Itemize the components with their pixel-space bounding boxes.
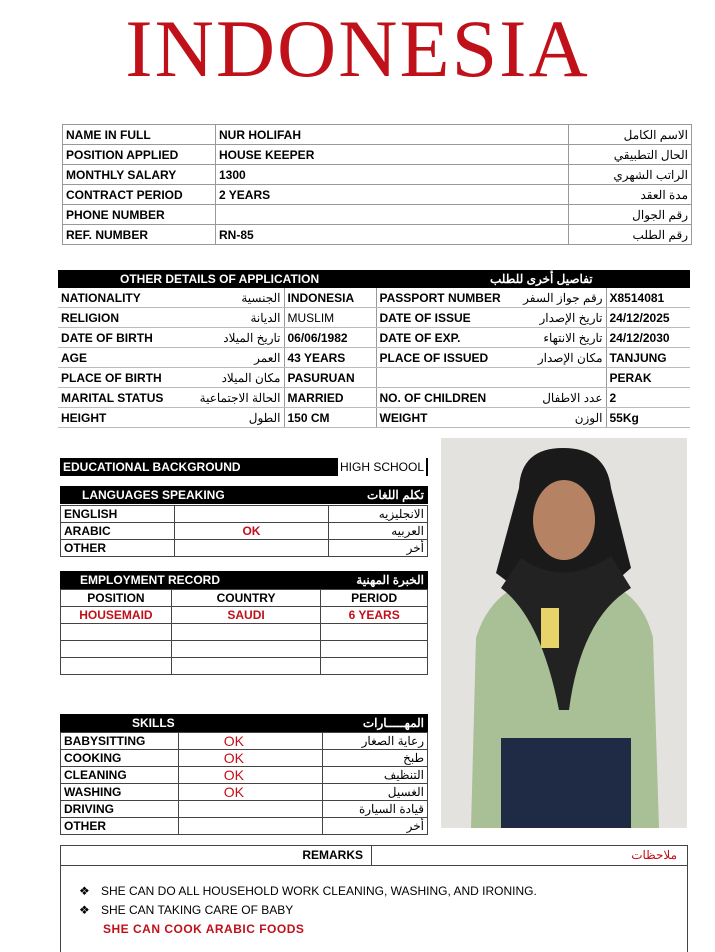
skill-label-ar: رعاية الصغار <box>323 733 428 750</box>
skill-label-ar: الغسيل <box>323 784 428 801</box>
skill-row <box>61 750 428 767</box>
employment-cell <box>61 641 172 658</box>
details-label: RELIGION <box>58 308 178 328</box>
details-value-2: 2 <box>606 388 690 408</box>
remarks-label-ar: ملاحظات <box>631 848 677 862</box>
employment-cell <box>321 641 428 658</box>
details-label: PLACE OF BIRTH <box>58 368 178 388</box>
details-value-2: 55Kg <box>606 408 690 428</box>
remarks-label: REMARKS <box>302 848 363 862</box>
employment-cell <box>171 641 320 658</box>
remarks-item-text: SHE CAN DO ALL HOUSEHOLD WORK CLEANING, WASHING, AND IRONING. <box>101 884 537 898</box>
language-label: OTHER <box>61 540 175 557</box>
remarks-item <box>79 882 687 901</box>
skill-row <box>61 767 428 784</box>
skills-table <box>60 732 428 835</box>
skill-label-ar: أخر <box>323 818 428 835</box>
skill-label: WASHING <box>61 784 179 801</box>
details-label-2-ar: الوزن <box>506 408 606 428</box>
employment-cell <box>321 658 428 675</box>
details-value-2: TANJUNG <box>606 348 690 368</box>
language-row <box>61 506 428 523</box>
details-row <box>58 408 690 428</box>
personal-row <box>63 125 692 145</box>
skill-label-ar: قيادة السيارة <box>323 801 428 818</box>
language-label: ARABIC <box>61 523 175 540</box>
skill-label: DRIVING <box>61 801 179 818</box>
personal-label: POSITION APPLIED <box>63 145 216 165</box>
employment-table <box>60 589 428 675</box>
personal-label-ar: رقم الطلب <box>569 225 692 245</box>
skill-value <box>178 801 322 818</box>
details-value: 06/06/1982 <box>284 328 376 348</box>
details-label-ar: الجنسية <box>178 288 284 308</box>
skill-row <box>61 733 428 750</box>
personal-label-ar: مدة العقد <box>569 185 692 205</box>
remarks-box <box>60 845 688 952</box>
personal-info-table <box>62 124 692 245</box>
skill-label: OTHER <box>61 818 179 835</box>
education-value: HIGH SCHOOL <box>339 460 424 474</box>
remarks-highlight: SHE CAN COOK ARABIC FOODS <box>103 922 305 936</box>
language-value <box>174 506 328 523</box>
details-label-2: PLACE OF ISSUED <box>376 348 506 368</box>
skill-row <box>61 818 428 835</box>
details-value-2: 24/12/2025 <box>606 308 690 328</box>
employment-title: EMPLOYMENT RECORD <box>80 573 221 587</box>
personal-value: RN-85 <box>216 225 569 245</box>
details-value-2: X8514081 <box>606 288 690 308</box>
details-row <box>58 288 690 308</box>
personal-row <box>63 185 692 205</box>
applicant-photo <box>441 438 687 828</box>
details-label: NATIONALITY <box>58 288 178 308</box>
personal-value <box>216 205 569 225</box>
country-title: INDONESIA <box>125 3 590 94</box>
other-details-title: OTHER DETAILS OF APPLICATION <box>120 272 320 286</box>
applicant-photo-figure <box>441 438 687 828</box>
education-label: EDUCATIONAL BACKGROUND <box>63 460 241 474</box>
details-row <box>58 348 690 368</box>
remarks-header <box>61 846 687 866</box>
language-row <box>61 523 428 540</box>
employment-row <box>61 658 428 675</box>
details-label-ar: الطول <box>178 408 284 428</box>
details-value-2: PERAK <box>606 368 690 388</box>
skill-label-ar: التنظيف <box>323 767 428 784</box>
details-label-2: PASSPORT NUMBER <box>376 288 506 308</box>
education-bar <box>60 458 428 476</box>
details-value: PASURUAN <box>284 368 376 388</box>
languages-header <box>60 486 428 504</box>
details-label-2-ar: تاريخ الإصدار <box>506 308 606 328</box>
personal-row <box>63 205 692 225</box>
details-label: HEIGHT <box>58 408 178 428</box>
employment-cell: 6 YEARS <box>321 607 428 624</box>
details-row <box>58 308 690 328</box>
details-row <box>58 368 690 388</box>
details-value: 43 YEARS <box>284 348 376 368</box>
skill-value: OK <box>178 733 322 750</box>
employment-row <box>61 624 428 641</box>
personal-label-ar: رقم الجوال <box>569 205 692 225</box>
details-value-2: 24/12/2030 <box>606 328 690 348</box>
diamond-bullet-icon: ❖ <box>79 884 90 898</box>
details-label-2: NO. OF CHILDREN <box>376 388 506 408</box>
personal-value: 2 YEARS <box>216 185 569 205</box>
personal-label-ar: الحال التطبيقي <box>569 145 692 165</box>
details-value: 150 CM <box>284 408 376 428</box>
details-value: INDONESIA <box>284 288 376 308</box>
details-label-ar: الديانة <box>178 308 284 328</box>
skills-header <box>60 714 428 732</box>
employment-cell <box>61 624 172 641</box>
remarks-item <box>79 901 687 920</box>
language-label-ar: الانجليزيه <box>329 506 428 523</box>
employment-cell <box>171 658 320 675</box>
details-label-ar: تاريخ الميلاد <box>178 328 284 348</box>
employment-header <box>60 571 428 589</box>
other-details-table <box>58 288 690 428</box>
languages-title: LANGUAGES SPEAKING <box>82 488 225 502</box>
employment-cell: HOUSEMAID <box>61 607 172 624</box>
personal-label: PHONE NUMBER <box>63 205 216 225</box>
skill-label: COOKING <box>61 750 179 767</box>
languages-title-ar: تكلم اللغات <box>367 488 424 502</box>
details-label-ar: مكان الميلاد <box>178 368 284 388</box>
skills-title: SKILLS <box>132 716 175 730</box>
details-label-2-ar: عدد الاطفال <box>506 388 606 408</box>
skill-value: OK <box>178 784 322 801</box>
personal-row <box>63 225 692 245</box>
personal-value: HOUSE KEEPER <box>216 145 569 165</box>
employment-cell <box>61 658 172 675</box>
language-label-ar: العربيه <box>329 523 428 540</box>
diamond-bullet-icon: ❖ <box>79 903 90 917</box>
personal-label: CONTRACT PERIOD <box>63 185 216 205</box>
language-value: OK <box>174 523 328 540</box>
details-value: MUSLIM <box>284 308 376 328</box>
details-label-2: DATE OF ISSUE <box>376 308 506 328</box>
employment-row <box>61 641 428 658</box>
details-value: MARRIED <box>284 388 376 408</box>
details-label: AGE <box>58 348 178 368</box>
other-details-header <box>58 270 690 288</box>
personal-value: 1300 <box>216 165 569 185</box>
personal-label: REF. NUMBER <box>63 225 216 245</box>
employment-column-header: COUNTRY <box>171 590 320 607</box>
employment-cell <box>171 624 320 641</box>
skill-row <box>61 784 428 801</box>
details-label-2: WEIGHT <box>376 408 506 428</box>
language-label: ENGLISH <box>61 506 175 523</box>
details-label-2-ar: تاريخ الانتهاء <box>506 328 606 348</box>
details-label-2 <box>376 368 506 388</box>
details-row <box>58 388 690 408</box>
employment-column-header: POSITION <box>61 590 172 607</box>
employment-cell <box>321 624 428 641</box>
details-label: DATE OF BIRTH <box>58 328 178 348</box>
personal-value: NUR HOLIFAH <box>216 125 569 145</box>
personal-row <box>63 145 692 165</box>
language-row <box>61 540 428 557</box>
details-label-2-ar: مكان الإصدار <box>506 348 606 368</box>
skill-label-ar: طبخ <box>323 750 428 767</box>
skill-label: BABYSITTING <box>61 733 179 750</box>
employment-cell: SAUDI <box>171 607 320 624</box>
languages-table <box>60 505 428 557</box>
details-label-ar: الحالة الاجتماعية <box>178 388 284 408</box>
language-label-ar: أخر <box>329 540 428 557</box>
skill-value: OK <box>178 750 322 767</box>
personal-label: NAME IN FULL <box>63 125 216 145</box>
details-label: MARITAL STATUS <box>58 388 178 408</box>
personal-label-ar: الراتب الشهري <box>569 165 692 185</box>
details-label-2-ar <box>506 368 606 388</box>
remarks-item-text: SHE CAN TAKING CARE OF BABY <box>101 903 294 917</box>
employment-row <box>61 607 428 624</box>
details-row <box>58 328 690 348</box>
employment-title-ar: الخبرة المهنية <box>356 573 424 587</box>
skill-row <box>61 801 428 818</box>
employment-column-header: PERIOD <box>321 590 428 607</box>
personal-label: MONTHLY SALARY <box>63 165 216 185</box>
skill-value <box>178 818 322 835</box>
personal-row <box>63 165 692 185</box>
language-value <box>174 540 328 557</box>
details-label-ar: العمر <box>178 348 284 368</box>
skills-title-ar: المهـــــارات <box>362 716 424 730</box>
remarks-list <box>61 866 687 920</box>
skill-value: OK <box>178 767 322 784</box>
other-details-title-ar: تفاصيل أخرى للطلب <box>490 272 593 286</box>
skill-label: CLEANING <box>61 767 179 784</box>
details-label-2-ar: رقم جواز السفر <box>506 288 606 308</box>
details-label-2: DATE OF EXP. <box>376 328 506 348</box>
personal-label-ar: الاسم الكامل <box>569 125 692 145</box>
